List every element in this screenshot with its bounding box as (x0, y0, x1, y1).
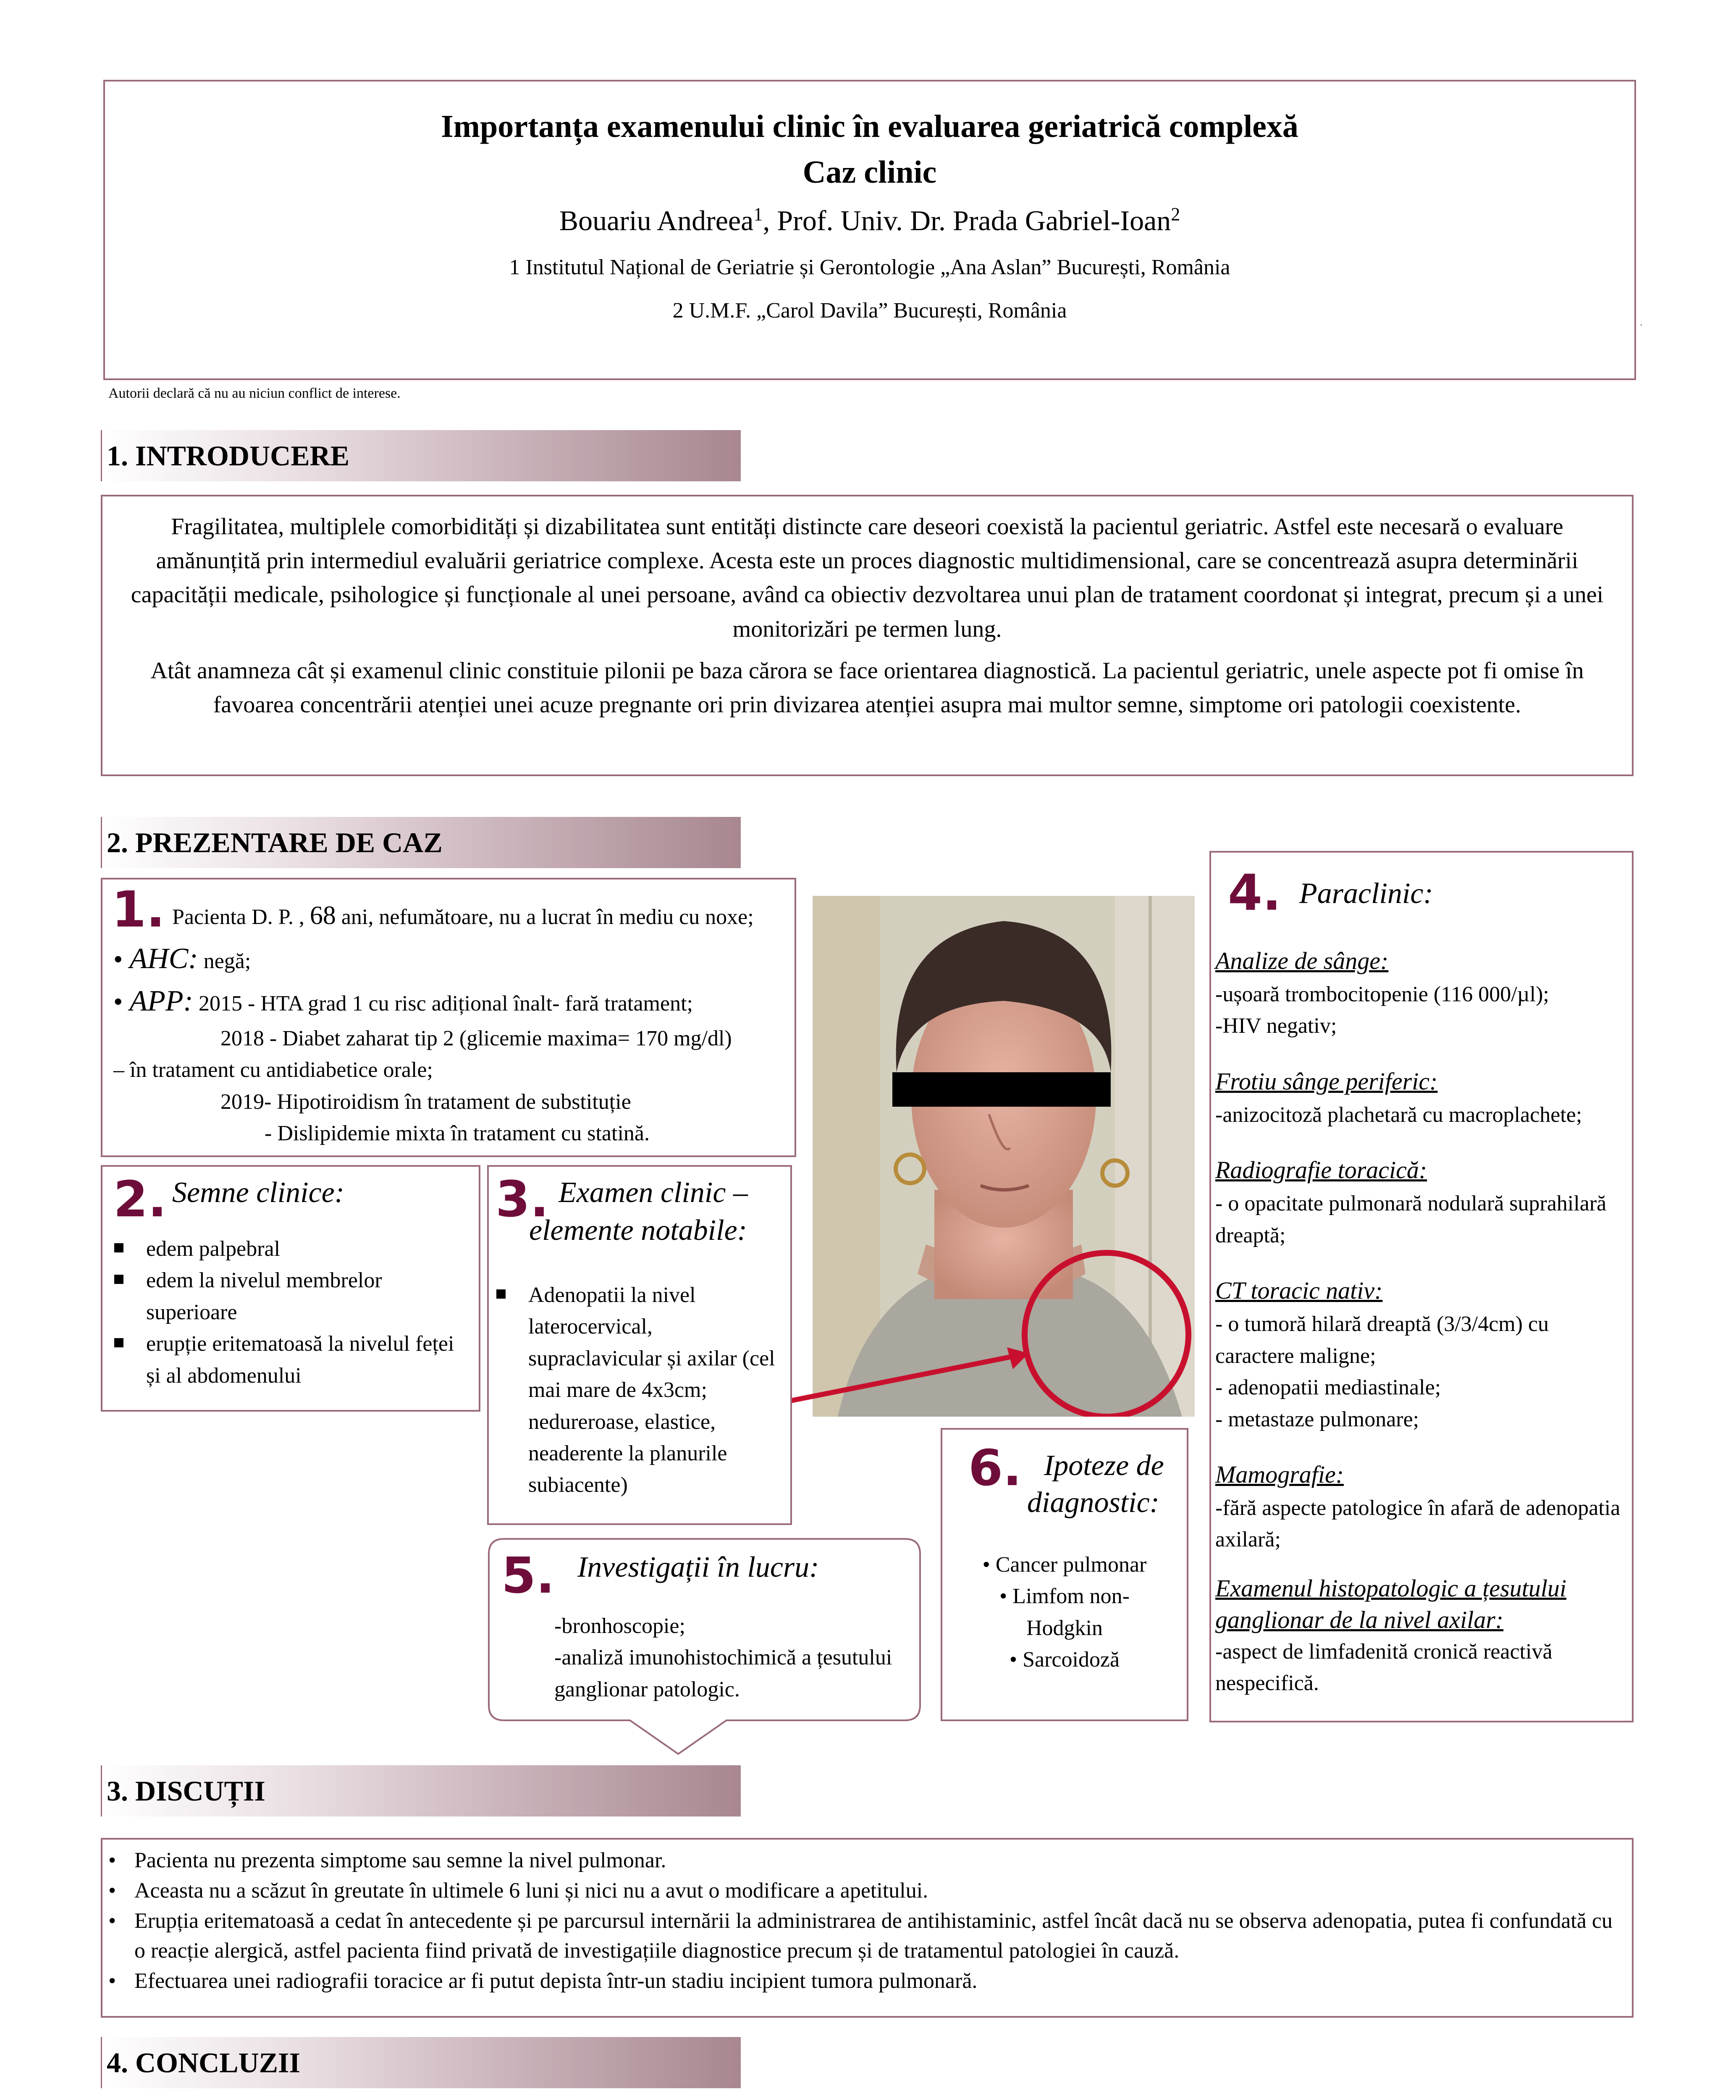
case-box-investigations: 5. Investigații în lucru: -bronhoscopie; -analiză imunohistochimică a țesutului ganglionar patologic. (501, 1546, 892, 1701)
poster-subtitle: Caz clinic (802, 154, 937, 190)
exam-title-1: Examen clinic – (559, 1176, 748, 1209)
smear-title: Frotiu sânge periferic: (1215, 1067, 1438, 1095)
list-item: edem palpebral (113, 1233, 470, 1265)
list-item: • Sarcoidoză (947, 1644, 1182, 1675)
case-box-exam (487, 1165, 792, 1525)
hypotheses-title-2: diagnostic: (1027, 1486, 1159, 1519)
intro-paragraph-2: Atât anamneza cât și examenul clinic constituie pilonii pe baza cărora se face orientarea diagnostică. La pacientul geriatric, unele aspecte pot fi omise în favoarea concentrării atenției unei acuze pregnante ori prin divizarea atenției asupra mai multor semne, simptome ori patologii coexistente. (150, 657, 1584, 718)
list-item: • Aceasta nu a scăzut în greutate în ultimele 6 luni și nici nu a avut o modificare a apetitului. (107, 1876, 1623, 1906)
ahc-line: • AHC: negă; (113, 942, 251, 975)
section-heading-intro: 1. INTRODUCERE (101, 430, 741, 481)
blood-tests-title: Analize de sânge: (1215, 947, 1389, 974)
exam-title-2: elemente notabile: (529, 1214, 747, 1247)
list-item: edem la nivelul membrelor superioare (113, 1265, 470, 1328)
patient-photo-illustration (813, 896, 1195, 1417)
histo-title: Examenul histopatologic a țesutului ganglionar de la nivel axilar: (1215, 1574, 1567, 1634)
poster-title: Importanța examenului clinic în evaluarea geriatrică complexă (441, 109, 1298, 144)
case-number-4: 4. (1228, 864, 1281, 921)
section-heading-discussion: 3. DISCUȚII (101, 1765, 741, 1816)
stray-dot: . (1639, 315, 1643, 328)
signs-title: Semne clinice: (172, 1176, 345, 1209)
list-item: • Efectuarea unei radiografii toracice ar fi putut depista într-un stadiu incipient tumora pulmonară. (107, 1966, 1623, 1996)
app-line-2: 2018 - Diabet zaharat tip 2 (glicemie maxima= 170 mg/dl) (220, 1026, 732, 1050)
affiliation-2: 2 U.M.F. „Carol Davila” București, România (672, 298, 1067, 323)
ct-title: CT toracic nativ: (1215, 1277, 1383, 1305)
xray-title: Radiografie toracică: (1215, 1156, 1427, 1184)
intro-paragraph-1: Fragilitatea, multiplele comorbidități și dizabilitatea sunt entități distincte care deseori coexistă la pacientul geriatric. Astfel este necesară o evaluare amănunțită prin intermediul evaluării geriatrice complexe. Acesta este un proces diagnostic multidimensional, care se concentrează asupra determinării capacității medicale, psihologice și funcționale al unei persoane, având ca obiectiv dezvoltarea unui plan de tratament coordonat și integrat, precum și a unei monitorizări pe termen lung. (131, 514, 1604, 642)
arrow-to-adenopathy (777, 1340, 1050, 1415)
case-box-paraclinic: 4. Paraclinic: Analize de sânge: -ușoară trombocitopenie (116 000/µl); -HIV negativ; Frotiu sânge periferic: -anizocitoză plachetară cu macroplachete; Radiografie toracică: - o opacitate pulmonară nodulară suprahilară dreaptă; CT toracic nativ: - o tumoră hilară dreaptă (3/3/4cm) cu caractere maligne; - adenopatii mediastinale; - metastaze pulmonare; Mamografie: -fără aspecte patologice în afară de adenopatia axilară; Examenul histopatologic a țesutului ganglionar de la nivel axilar: -aspect de limfadenită cronică reactivă nespecifică. (1209, 851, 1634, 1722)
discussion-list (107, 1845, 1623, 1996)
authors: Bouariu Andreea$^1$, Prof. Univ. Dr. Prada Gabriel-Ioan$^2$ (559, 203, 1180, 236)
list-item: Adenopatii la nivel laterocervical, supraclavicular și axilar (cel mai mare de 4x3cm; nedureroase, elastice, neaderente la planurile subiacente) (496, 1279, 784, 1501)
case-number-1: 1. (112, 880, 165, 938)
app-line-2b: – în tratament cu antidiabetice orale; (113, 1058, 433, 1082)
case-number-6: 6. (968, 1439, 1022, 1497)
list-item: erupție eritematoasă la nivelul feței și al abdomenului (113, 1328, 470, 1391)
hypotheses-title-1: Ipoteze de (1044, 1449, 1164, 1482)
list-item: • Limfom non-Hodgkin (947, 1580, 1182, 1644)
discussion-box (101, 1838, 1634, 2018)
case-box-signs (101, 1165, 480, 1412)
app-line-4: - Dislipidemie mixta în tratament cu statină. (265, 1121, 650, 1146)
app-line-3: 2019- Hipotiroidism în tratament de substituție (220, 1089, 631, 1114)
case-box-anamnesis (101, 878, 796, 1157)
case-number-2: 2. (113, 1170, 167, 1228)
patient-photo (813, 896, 1195, 1417)
list-item: • Erupția eritematoasă a cedat în antecedente și pe parcursul internării la administrarea de antihistaminic, astfel încât dacă nu se observa adenopatia, putea fi confundată cu o reacție alergică, astfel pacienta fiind privată de investigațiile diagnostice precum și de tratamentul patologiei în cauză. (107, 1906, 1623, 1966)
app-line: • APP: 2015 - HTA grad 1 cu risc adițional înalt- fară tratament; (113, 985, 693, 1018)
eye-censor-bar (892, 1072, 1111, 1107)
list-item: • Cancer pulmonar (947, 1549, 1182, 1580)
section-heading-case: 2. PREZENTARE DE CAZ (101, 817, 741, 868)
conflict-note: Autorii declară că nu au niciun conflict de interese. (108, 386, 401, 401)
section-heading-conclusions: 4. CONCLUZII (101, 2037, 741, 2088)
investigations-title: Investigații în lucru: (577, 1551, 819, 1583)
signs-list (113, 1233, 470, 1391)
paraclinic-title: Paraclinic: (1299, 877, 1433, 910)
case-box-hypotheses (941, 1428, 1188, 1721)
title-box (103, 80, 1643, 380)
case-number-3: 3. (496, 1170, 549, 1228)
intro-box (101, 495, 1634, 776)
exam-list (496, 1279, 784, 1501)
mammo-title: Mamografie: (1215, 1460, 1344, 1488)
case-number-5: 5. (501, 1546, 555, 1604)
affiliation-1: 1 Institutul Național de Geriatrie și Gerontologie „Ana Aslan” București, România (509, 255, 1230, 279)
hypotheses-list (947, 1549, 1182, 1676)
list-item: • Pacienta nu prezenta simptome sau semne la nivel pulmonar. (107, 1845, 1623, 1876)
patient-line: Pacienta D. P. , 68 ani, nefumătoare, nu a lucrat în mediu cu noxe; (172, 901, 754, 930)
